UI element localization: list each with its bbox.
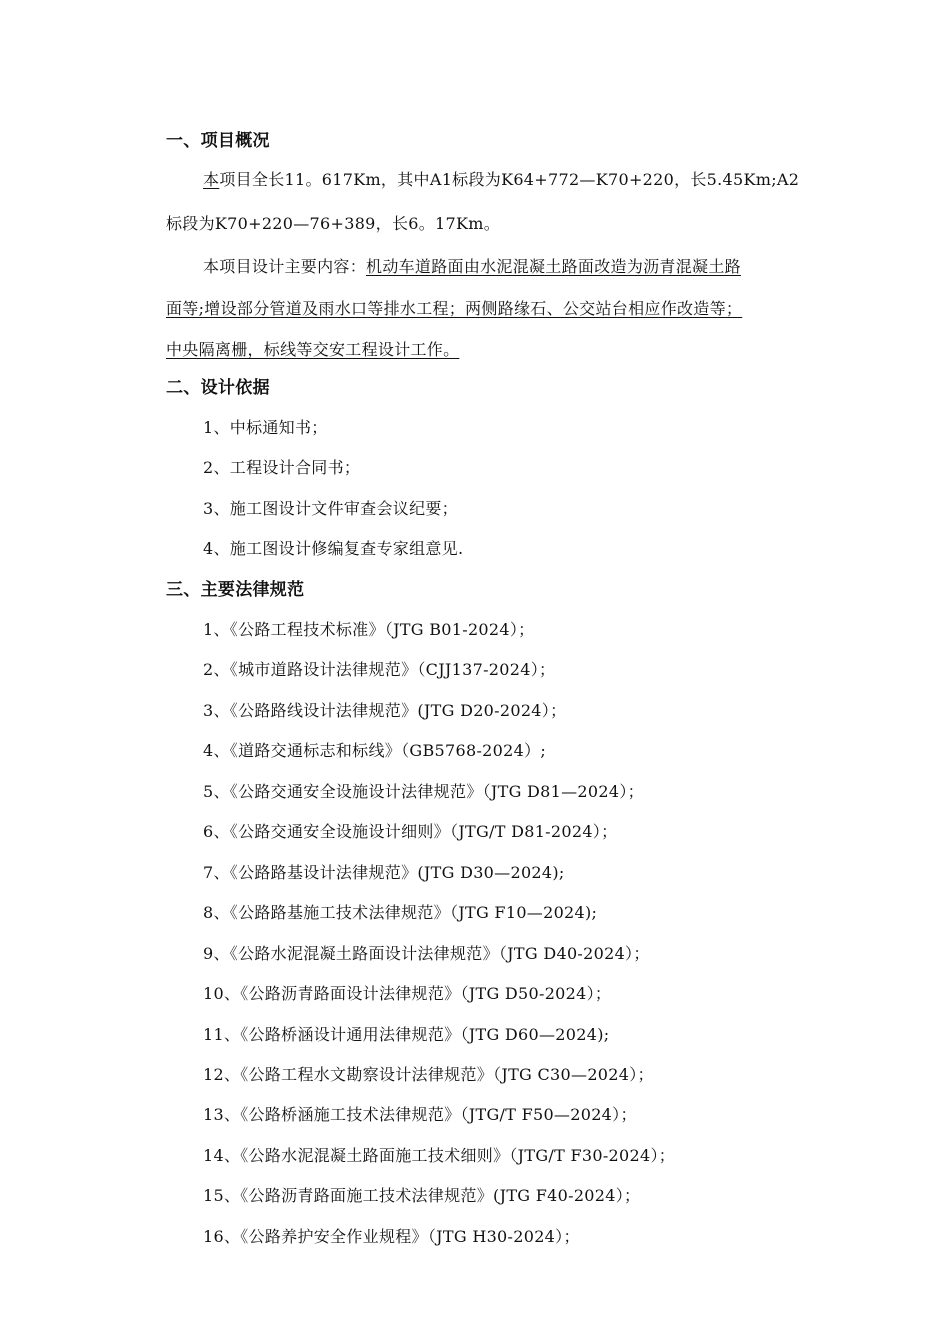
basis-item: 3、施工图设计文件审查会议纪要；	[203, 499, 458, 518]
regulation-item: 4、《道路交通标志和标线》（GB5768-2024）;	[203, 741, 547, 760]
regulation-item: 5、《公路交通安全设施设计法律规范》（JTG D81—2024）；	[203, 782, 644, 801]
regulation-item: 8、《公路路基施工技术法律规范》（JTG F10—2024);	[203, 903, 598, 922]
regulation-item: 15、《公路沥青路面施工技术法律规范》(JTG F40-2024）；	[203, 1186, 641, 1205]
section-heading-regulations: 三、主要法律规范	[166, 580, 305, 600]
design-content-line-1	[203, 257, 741, 277]
section-heading-overview: 一、项目概况	[166, 131, 270, 151]
overview-paragraph-line-2: 标段为K70+220—76+389，长6。17Km。	[166, 214, 501, 233]
regulation-item: 10、《公路沥青路面设计法律规范》（JTG D50-2024）；	[203, 984, 612, 1003]
regulation-item: 12、《公路工程水文勘察设计法律规范》（JTG C30—2024）；	[203, 1065, 654, 1084]
regulation-item: 7、《公路路基设计法律规范》(JTG D30—2024);	[203, 863, 565, 882]
design-content-underlined: 机动车道路面由水泥混凝土路面改造为沥青混凝土路	[366, 257, 741, 276]
regulation-item: 2、《城市道路设计法律规范》（CJJ137-2024）；	[203, 660, 556, 679]
regulation-item: 6、《公路交通安全设施设计细则》（JTG/T D81-2024）；	[203, 822, 618, 841]
underlined-first-char: 本	[203, 170, 220, 189]
basis-item: 1、中标通知书；	[203, 418, 328, 437]
basis-item: 4、施工图设计修编复查专家组意见.	[203, 539, 464, 558]
regulation-item: 1、《公路工程技术标准》（JTG B01-2024）；	[203, 620, 535, 639]
regulation-item: 11、《公路桥涵设计通用法律规范》（JTG D60—2024);	[203, 1025, 610, 1044]
design-content-prefix: 本项目设计主要内容：	[203, 257, 367, 276]
design-content-line-3: 中央隔离栅，标线等交安工程设计工作。	[166, 340, 460, 359]
overview-paragraph-line-1	[203, 170, 799, 190]
basis-item: 2、工程设计合同书；	[203, 458, 361, 477]
overview-line-1-rest: 项目全长11。617Km，其中A1标段为K64+772—K70+220，长5.45Km;A2	[219, 170, 800, 189]
section-heading-basis: 二、设计依据	[166, 378, 270, 398]
regulation-item: 14、《公路水泥混凝土路面施工技术细则》（JTG/T F30-2024）；	[203, 1146, 676, 1165]
regulation-item: 9、《公路水泥混凝土路面设计法律规范》（JTG D40-2024）；	[203, 944, 650, 963]
design-content-line-2: 面等;增设部分管道及雨水口等排水工程；两侧路缘石、公交站台相应作改造等；	[166, 299, 743, 318]
regulation-item: 16、《公路养护安全作业规程》（JTG H30-2024）；	[203, 1227, 580, 1246]
regulation-item: 13、《公路桥涵施工技术法律规范》（JTG/T F50—2024）；	[203, 1105, 637, 1124]
regulation-item: 3、《公路路线设计法律规范》(JTG D20-2024）；	[203, 701, 567, 720]
